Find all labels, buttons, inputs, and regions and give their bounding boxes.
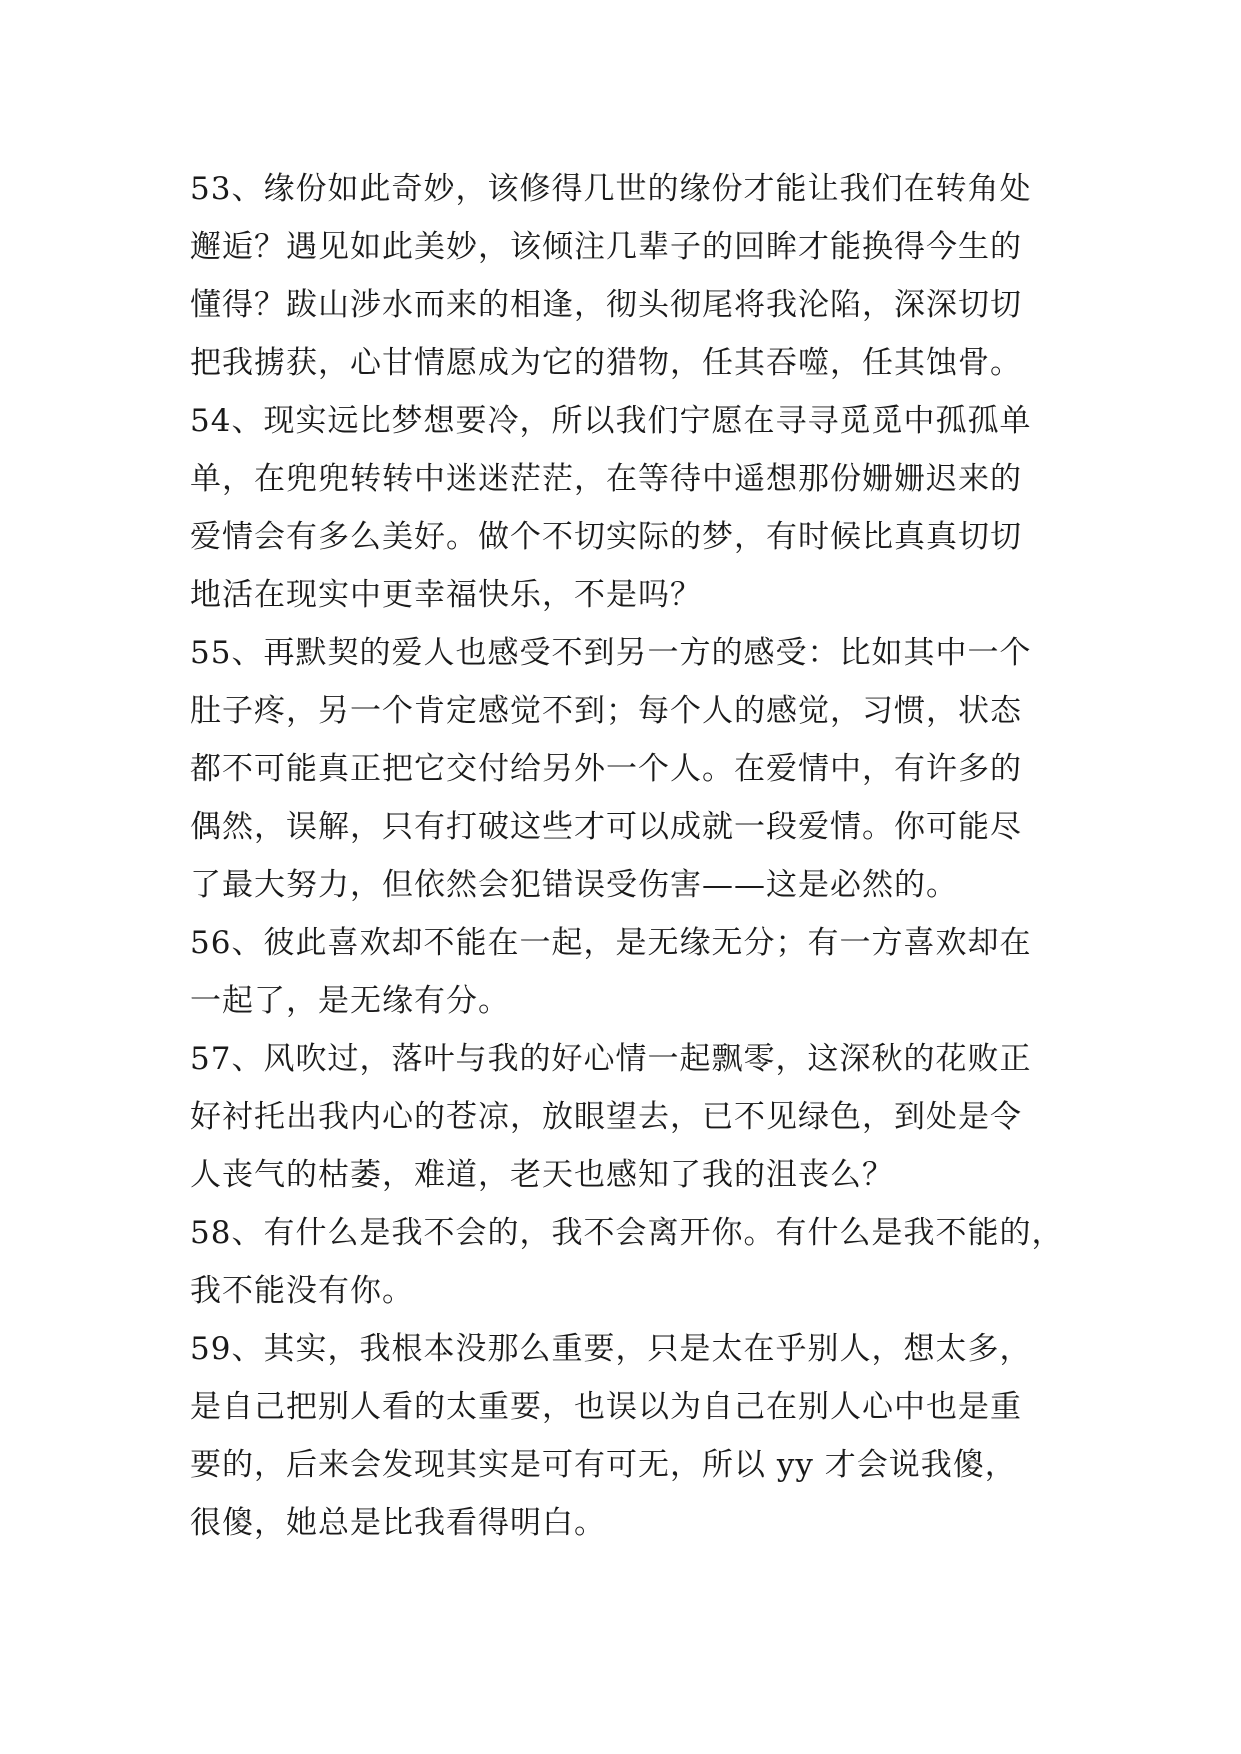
text-line: 55、再默契的爱人也感受不到另一方的感受：比如其中一个: [190, 635, 1032, 671]
paragraph-59: [190, 1320, 1060, 1552]
text-line: 58、有什么是我不会的，我不会离开你。有什么是我不能的，: [190, 1215, 1064, 1251]
text-line: 懂得？跋山涉水而来的相逢，彻头彻尾将我沦陷，深深切切: [190, 287, 1022, 323]
text-line: 是自己把别人看的太重要，也误以为自己在别人心中也是重: [190, 1389, 1022, 1425]
paragraph-55: [190, 624, 1060, 914]
text-line: 很傻，她总是比我看得明白。: [190, 1505, 606, 1541]
paragraph-58: [190, 1204, 1064, 1320]
document-body: [190, 160, 1064, 1552]
text-line: 都不可能真正把它交付给另外一个人。在爱情中，有许多的: [190, 751, 1022, 787]
text-line: 邂逅？遇见如此美妙，该倾注几辈子的回眸才能换得今生的: [190, 229, 1022, 265]
paragraph-53: [190, 160, 1060, 392]
text-line: 57、风吹过，落叶与我的好心情一起飘零，这深秋的花败正: [190, 1041, 1032, 1077]
text-line: 单，在兜兜转转中迷迷茫茫，在等待中遥想那份姗姗迟来的: [190, 461, 1022, 497]
text-line: 了最大努力，但依然会犯错误受伤害——这是必然的。: [190, 867, 958, 903]
text-line: 我不能没有你。: [190, 1273, 414, 1309]
text-line: 爱情会有多么美好。做个不切实际的梦，有时候比真真切切: [190, 519, 1022, 555]
text-line: 人丧气的枯萎，难道，老天也感知了我的沮丧么？: [190, 1157, 894, 1193]
text-line: 把我掳获，心甘情愿成为它的猎物，任其吞噬，任其蚀骨。: [190, 345, 1022, 381]
paragraph-57: [190, 1030, 1060, 1204]
text-line: 54、现实远比梦想要冷，所以我们宁愿在寻寻觅觅中孤孤单: [190, 403, 1032, 439]
text-line: 53、缘份如此奇妙，该修得几世的缘份才能让我们在转角处: [190, 171, 1032, 207]
text-line: 偶然，误解，只有打破这些才可以成就一段爱情。你可能尽: [190, 809, 1022, 845]
text-line: 一起了，是无缘有分。: [190, 983, 510, 1019]
text-line: 59、其实，我根本没那么重要，只是太在乎别人，想太多，: [190, 1331, 1032, 1367]
paragraph-54: [190, 392, 1060, 624]
text-line: 肚子疼，另一个肯定感觉不到；每个人的感觉，习惯，状态: [190, 693, 1022, 729]
text-line: 地活在现实中更幸福快乐，不是吗？: [190, 577, 702, 613]
text-line: 56、彼此喜欢却不能在一起，是无缘无分；有一方喜欢却在: [190, 925, 1032, 961]
text-line: 好衬托出我内心的苍凉，放眼望去，已不见绿色，到处是令: [190, 1099, 1022, 1135]
text-line: 要的，后来会发现其实是可有可无，所以 yy 才会说我傻，: [190, 1447, 1017, 1483]
paragraph-56: [190, 914, 1060, 1030]
